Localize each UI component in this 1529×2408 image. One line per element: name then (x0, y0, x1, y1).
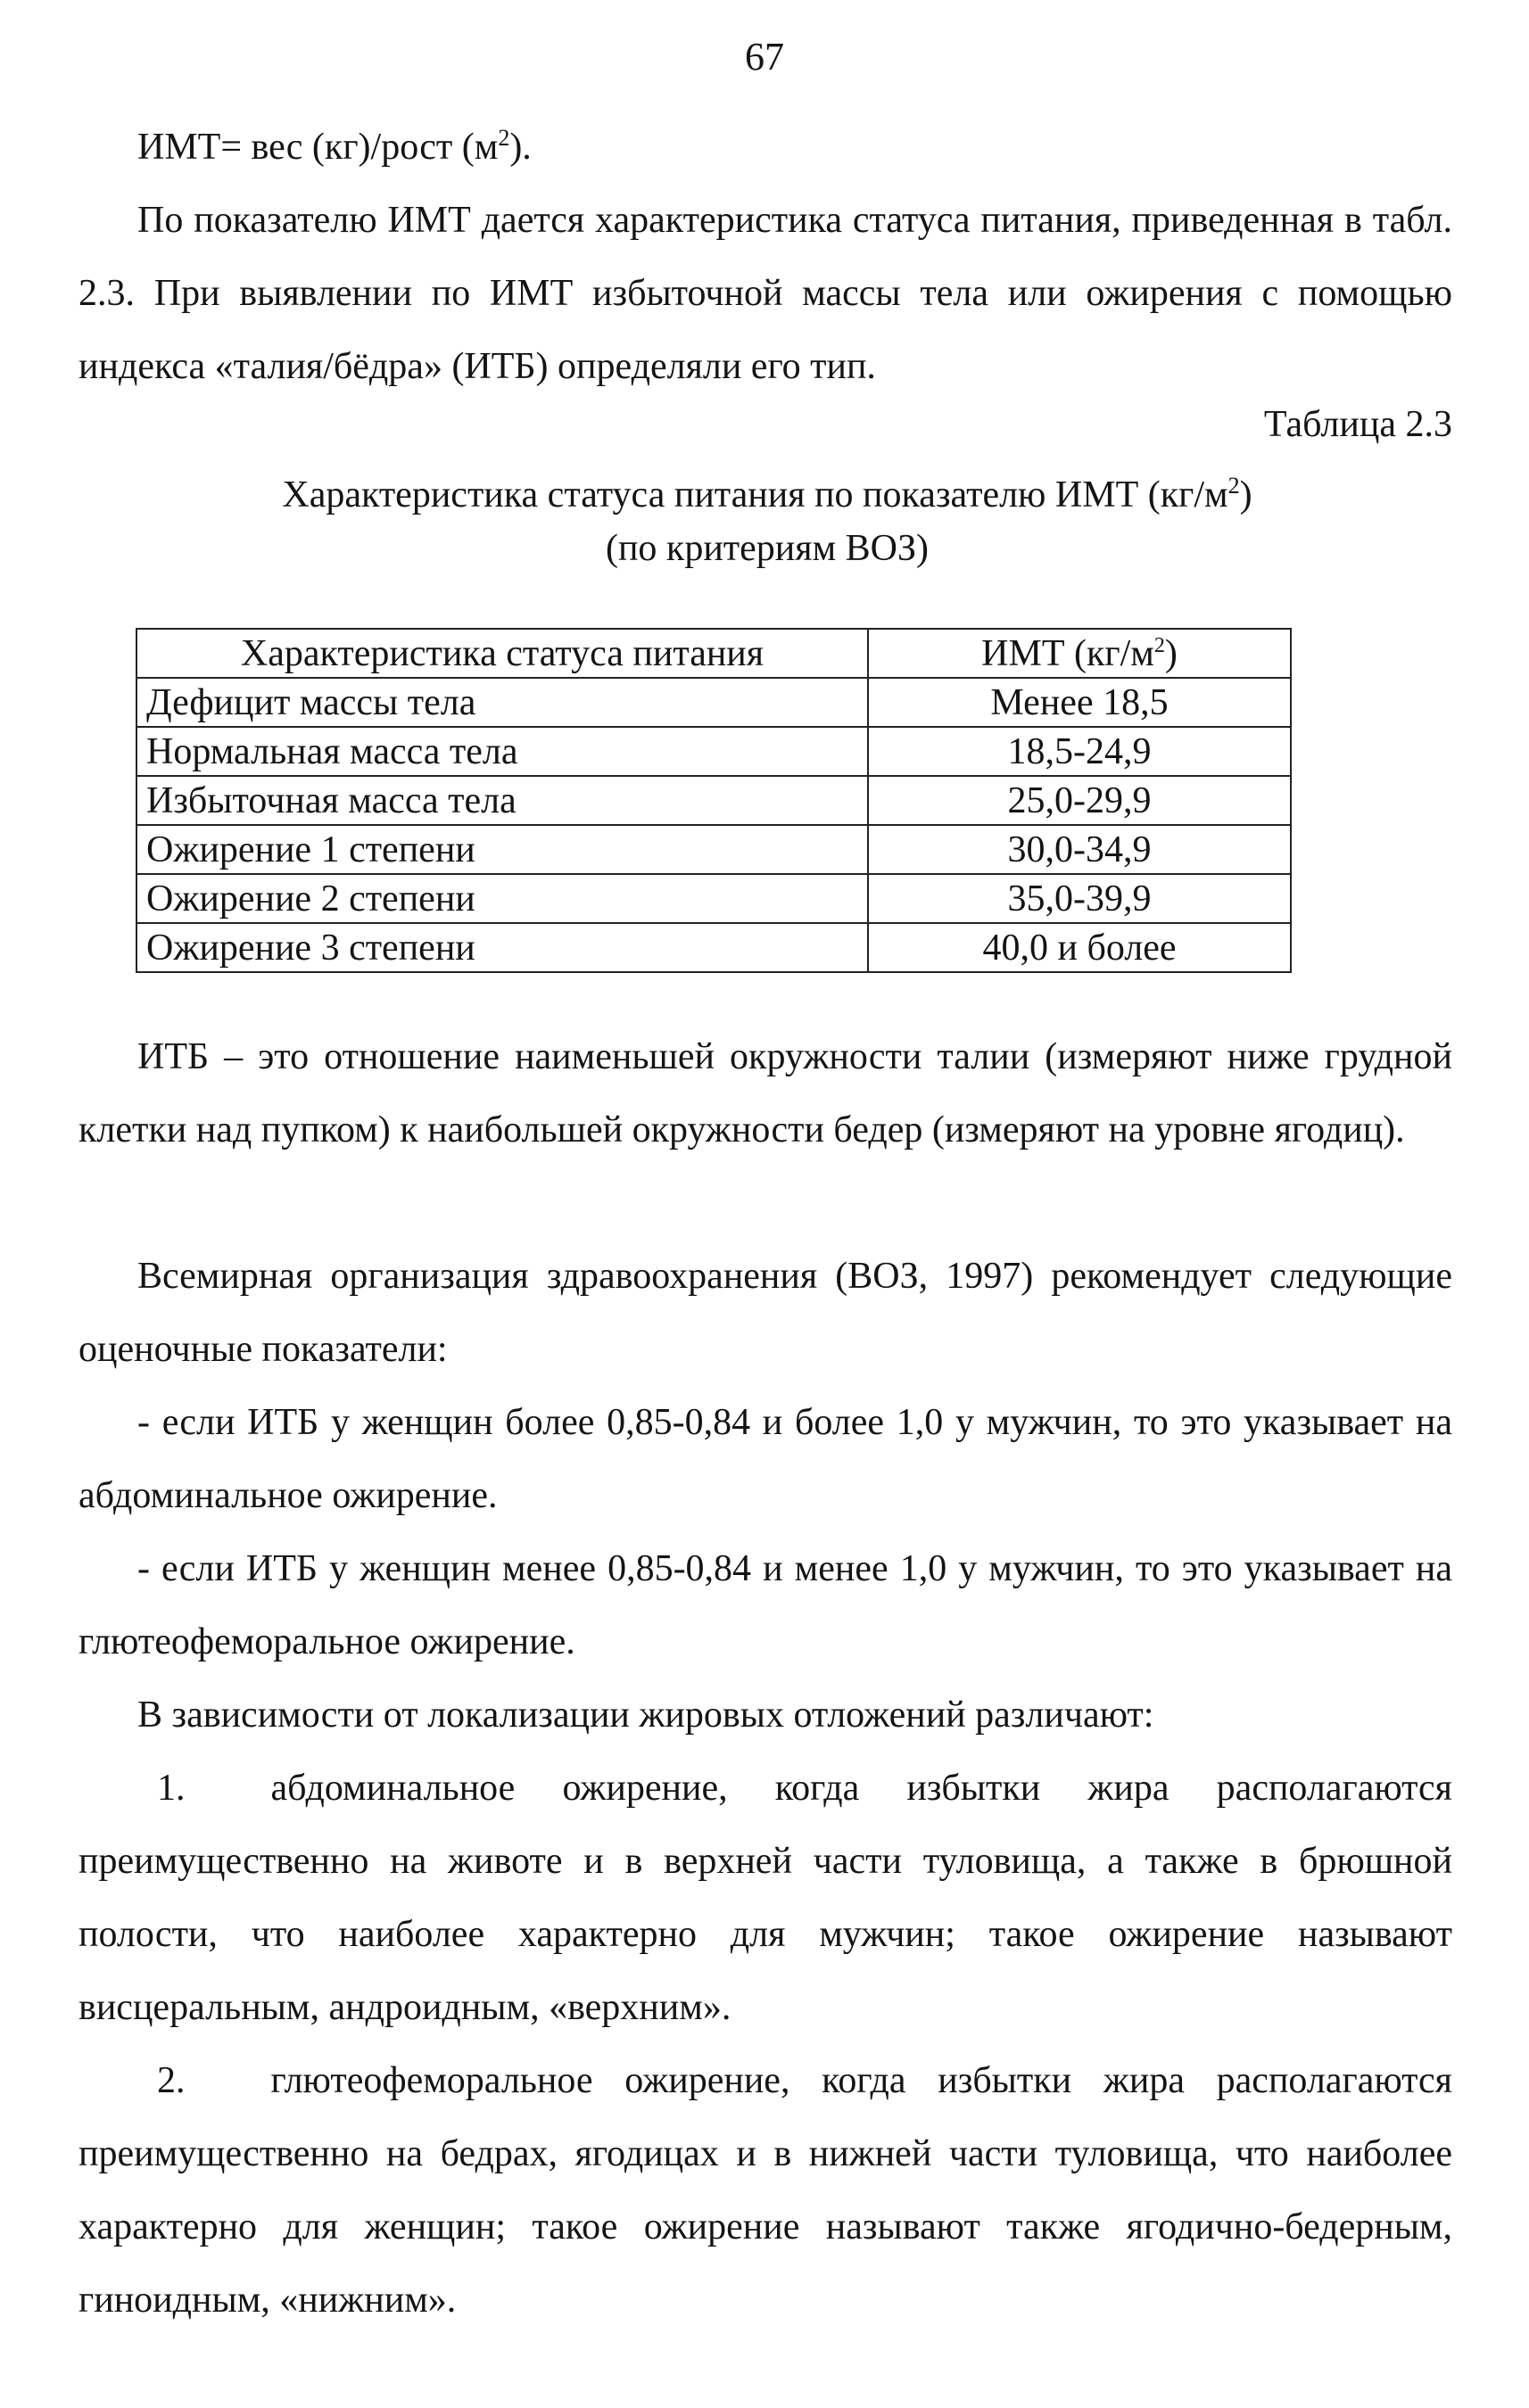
table-header-bmi-text: ИМТ (кг/м (981, 632, 1154, 674)
bmi-formula-superscript: 2 (498, 125, 510, 151)
table-header-bmi-tail: ) (1164, 632, 1178, 674)
list-item-text: глютеофеморальное ожирение, когда избытки жира располагаются преимущественно на бедрах, ягодицах и в нижней части туловища, что наиболее характерно для женщин; такое ожирение называют также ягодично-бедерным, гиноидным, «нижним». (79, 2060, 1452, 2321)
table-header-bmi-sup: 2 (1153, 633, 1165, 657)
bmi-formula (137, 111, 532, 184)
table-header-bmi (868, 629, 1291, 678)
table-cell-bmi: Менее 18,5 (868, 678, 1291, 727)
bmi-formula-tail: ). (509, 127, 532, 168)
page-number: 67 (745, 35, 784, 78)
table-cell-status: Нормальная масса тела (136, 727, 868, 776)
table-row (136, 923, 1291, 972)
table-cell-bmi: 25,0-29,9 (868, 776, 1291, 825)
paragraph-localization-intro: В зависимости от локализации жировых отложений различают: (137, 1695, 1154, 1736)
table-caption-tail: ) (1239, 474, 1252, 515)
table-caption (143, 468, 1392, 575)
paragraph-abdominal-criterion: - если ИТБ у женщин более 0,85-0,84 и более 1,0 у мужчин, то это указывает на абдоминальное ожирение. (79, 1402, 1452, 1516)
table-cell-bmi: 40,0 и более (868, 923, 1291, 972)
table-caption-line1 (143, 468, 1392, 522)
table-cell-status: Ожирение 2 степени (136, 874, 868, 923)
paragraph-itb-definition: ИТБ – это отношение наименьшей окружности талии (измеряют ниже грудной клетки над пупком) к наибольшей окружности бедер (измеряют на уровне ягодиц). (79, 1036, 1452, 1150)
table-cell-status: Ожирение 3 степени (136, 923, 868, 972)
table-row (136, 874, 1291, 923)
paragraph-bmi-characteristic: По показателю ИМТ дается характеристика статуса питания, приведенная в табл. 2.3. При выявлении по ИМТ избыточной массы тела или ожирения с помощью индекса «талия/бёдра» (ИТБ) определяли его тип. (79, 200, 1452, 387)
paragraph-who-recommendation: Всемирная организация здравоохранения (ВОЗ, 1997) рекомендует следующие оценочные показатели: (79, 1256, 1452, 1370)
table-cell-bmi: 30,0-34,9 (868, 825, 1291, 874)
table-caption-text: Характеристика статуса питания по показателю ИМТ (кг/м (282, 474, 1228, 515)
table-row (136, 678, 1291, 727)
table-row (136, 825, 1291, 874)
paragraph-gluteofemoral-criterion: - если ИТБ у женщин менее 0,85-0,84 и менее 1,0 у мужчин, то это указывает на глютеофеморальное ожирение. (79, 1548, 1452, 1662)
list-item-number: 2. (157, 2060, 186, 2101)
table-cell-status: Ожирение 1 степени (136, 825, 868, 874)
table-label: Таблица 2.3 (1263, 404, 1452, 445)
table-cell-status: Избыточная масса тела (136, 776, 868, 825)
table-row (136, 727, 1291, 776)
list-item-abdominal (79, 1752, 1452, 2044)
bmi-formula-text: ИМТ= вес (кг)/рост (м (137, 127, 499, 168)
table-caption-sup: 2 (1227, 473, 1240, 499)
list-item-number: 1. (157, 1768, 186, 1809)
table-header-row (136, 629, 1291, 678)
table-cell-bmi: 18,5-24,9 (868, 727, 1291, 776)
table-header-status: Характеристика статуса питания (136, 629, 868, 678)
table-row (136, 776, 1291, 825)
table-cell-bmi: 35,0-39,9 (868, 874, 1291, 923)
list-item-text: абдоминальное ожирение, когда избытки жира располагаются преимущественно на животе и в верхней части туловища, а также в брюшной полости, что наиболее характерно для мужчин; такое ожирение называют висцеральным, андроидным, «верхним». (79, 1768, 1452, 2028)
list-item-gluteofemoral (79, 2044, 1452, 2337)
table-caption-line2: (по критериям ВОЗ) (605, 528, 930, 569)
bmi-table (136, 628, 1292, 973)
table-cell-status: Дефицит массы тела (136, 678, 868, 727)
